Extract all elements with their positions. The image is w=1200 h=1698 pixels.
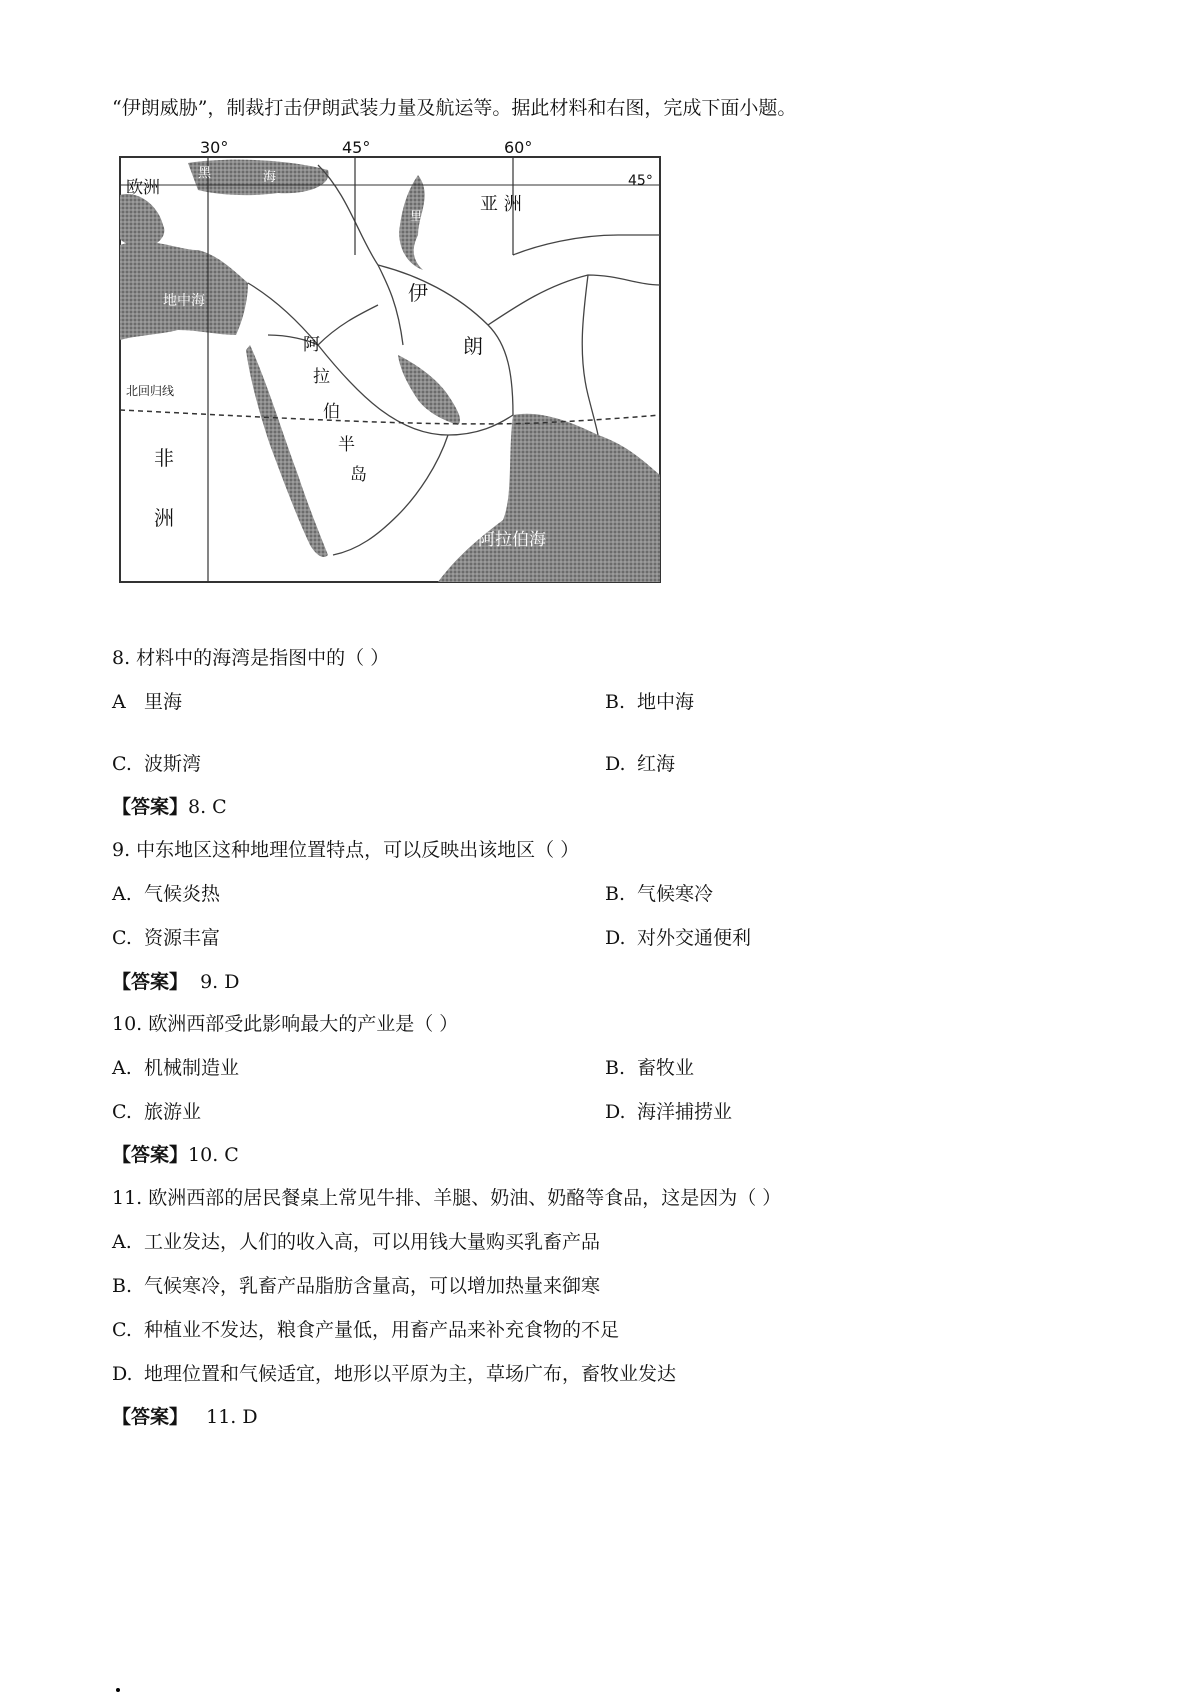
option-letter: D. <box>605 927 626 949</box>
option-text: 红海 <box>637 753 676 775</box>
arabia-label-1: 阿 <box>303 335 320 355</box>
black-sea-label: 黑 <box>198 166 212 181</box>
question-11-answer <box>112 1405 258 1429</box>
question-9-stem: 9. 中东地区这种地理位置特点，可以反映出该地区（ ） <box>112 839 580 861</box>
option-letter: B. <box>605 883 626 905</box>
option-letter: A. <box>112 1231 132 1253</box>
lon-30-label: 30° <box>200 138 229 157</box>
option-text: 里海 <box>144 691 183 713</box>
iran-label-1: 伊 <box>408 281 428 305</box>
mediterranean-label: 地中海 <box>163 293 205 309</box>
answer-label: 【答案】 <box>112 971 189 993</box>
question-8-option-a <box>112 690 182 714</box>
option-text: 气候寒冷 <box>637 883 714 905</box>
question-8-option-b <box>605 690 694 714</box>
question-9-option-d <box>605 926 751 950</box>
arabia-label-2: 拉 <box>313 367 330 387</box>
lon-45-label: 45° <box>342 138 371 157</box>
option-text: 资源丰富 <box>144 927 221 949</box>
answer-value: 10. C <box>188 1144 239 1166</box>
arabia-label-3: 伯 <box>323 402 340 422</box>
option-text: 机械制造业 <box>144 1057 240 1079</box>
arabian-sea-label: 阿拉伯海 <box>478 530 546 550</box>
option-text: 地理位置和气候适宜，地形以平原为主，草场广布，畜牧业发达 <box>144 1363 677 1385</box>
option-text: 地中海 <box>637 691 695 713</box>
question-10-answer <box>112 1143 239 1167</box>
question-11-option-b <box>112 1274 600 1298</box>
answer-value: 9. D <box>188 971 240 993</box>
question-10-stem: 10. 欧洲西部受此影响最大的产业是（ ） <box>112 1013 459 1035</box>
option-text: 波斯湾 <box>144 753 202 775</box>
option-text: 旅游业 <box>144 1101 202 1123</box>
question-9-option-c <box>112 926 220 950</box>
tropic-label: 北回归线 <box>126 384 175 398</box>
question-9-answer <box>112 970 240 994</box>
iran-label-2: 朗 <box>463 334 483 358</box>
question-11-option-d <box>112 1362 676 1386</box>
option-text: 对外交通便利 <box>637 927 752 949</box>
question-9-option-a <box>112 882 220 906</box>
question-10-option-a <box>112 1056 239 1080</box>
option-letter: C. <box>112 1101 132 1123</box>
option-letter: C. <box>112 1319 132 1341</box>
option-letter: B. <box>605 1057 626 1079</box>
option-text: 气候寒冷，乳畜产品脂肪含量高，可以增加热量来御寒 <box>144 1275 601 1297</box>
intro-text: “伊朗威胁”，制裁打击伊朗武装力量及航运等。据此材料和右图，完成下面小题。 <box>112 97 797 119</box>
question-8-option-d <box>605 752 675 776</box>
africa-label-2: 洲 <box>154 506 174 530</box>
answer-value: 11. D <box>188 1406 258 1428</box>
arabia-label-4: 半 <box>338 435 355 455</box>
caspian-label: 里海 <box>410 209 435 223</box>
question-10-option-b <box>605 1056 694 1080</box>
arabia-label-5: 岛 <box>350 465 367 485</box>
black-sea-label-2: 海 <box>263 170 277 185</box>
question-8-option-c <box>112 752 201 776</box>
question-8-answer <box>112 795 227 819</box>
option-text: 畜牧业 <box>637 1057 695 1079</box>
option-letter: C. <box>112 927 132 949</box>
option-text: 海洋捕捞业 <box>637 1101 733 1123</box>
question-9-option-b <box>605 882 713 906</box>
answer-label: 【答案】 <box>112 796 189 818</box>
question-11-stem: 11. 欧洲西部的居民餐桌上常见牛排、羊腿、奶油、奶酪等食品，这是因为（ ） <box>112 1187 782 1209</box>
option-letter: B. <box>605 691 626 713</box>
option-letter: B. <box>112 1275 133 1297</box>
question-11-option-a <box>112 1230 600 1254</box>
question-11-option-c <box>112 1318 619 1342</box>
answer-label: 【答案】 <box>112 1406 189 1428</box>
option-letter: A <box>112 691 126 713</box>
lon-60-label: 60° <box>504 138 533 157</box>
option-letter: C. <box>112 753 132 775</box>
option-letter: D. <box>605 1101 626 1123</box>
question-10-option-c <box>112 1100 201 1124</box>
option-letter: D. <box>605 753 626 775</box>
lat-45-label: 45° <box>628 173 653 189</box>
answer-label: 【答案】 <box>112 1144 189 1166</box>
option-letter: A. <box>112 1057 132 1079</box>
option-text: 工业发达，人们的收入高，可以用钱大量购买乳畜产品 <box>144 1231 601 1253</box>
option-text: 种植业不发达，粮食产量低，用畜产品来补充食物的不足 <box>144 1319 620 1341</box>
option-letter: A. <box>112 883 132 905</box>
page-dot <box>116 1688 120 1692</box>
europe-label: 欧洲 <box>126 178 160 198</box>
middle-east-map <box>118 135 678 635</box>
asia-label: 亚 洲 <box>480 194 522 215</box>
answer-value: 8. C <box>188 796 227 818</box>
question-8-stem: 8. 材料中的海湾是指图中的（ ） <box>112 647 390 669</box>
option-text: 气候炎热 <box>144 883 221 905</box>
question-10-option-d <box>605 1100 732 1124</box>
option-letter: D. <box>112 1363 133 1385</box>
africa-label-1: 非 <box>154 446 174 470</box>
